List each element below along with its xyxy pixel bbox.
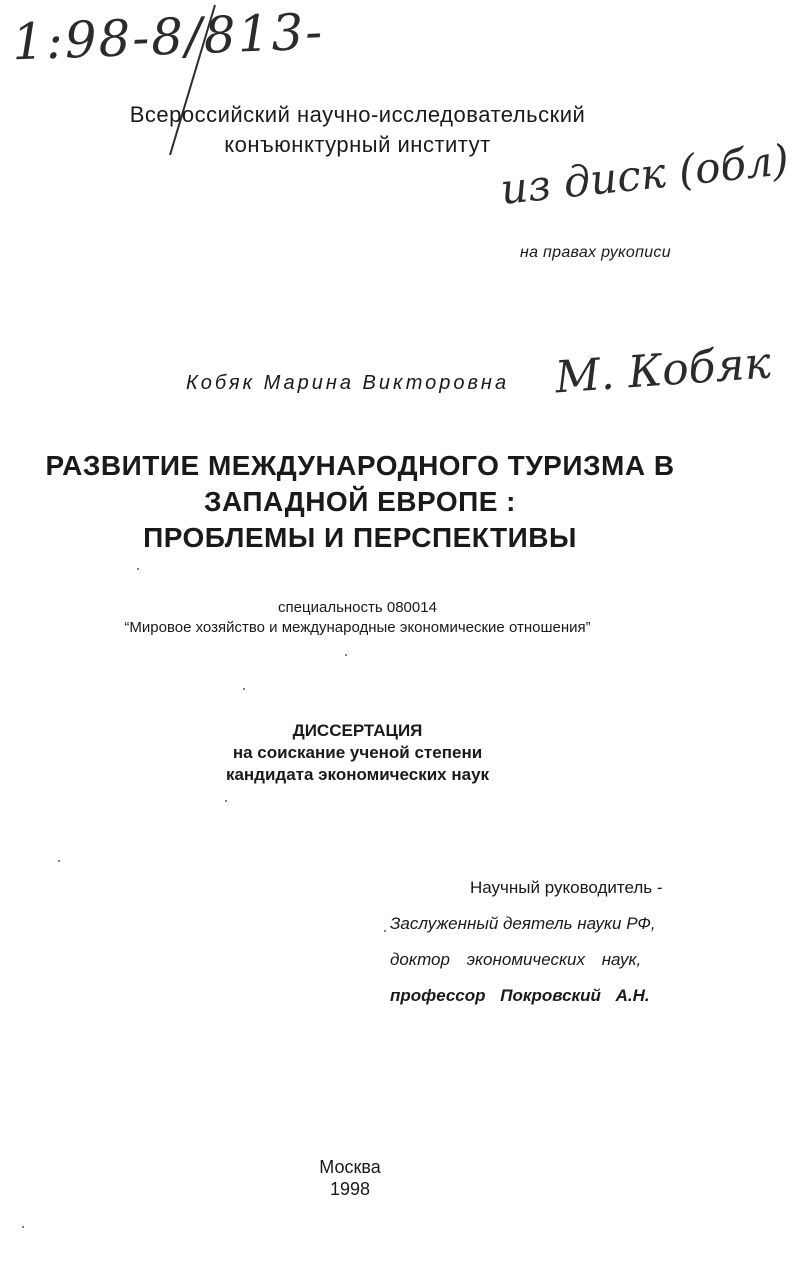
supervisor-title: Заслуженный деятель науки РФ,: [390, 914, 656, 933]
manuscript-note: на правах рукописи: [520, 244, 671, 261]
handwritten-annotation: из диск (обл): [498, 135, 792, 214]
year: 1998: [329, 1179, 371, 1199]
city: Москва: [319, 1157, 381, 1177]
supervisor-heading: Научный руководитель -: [470, 878, 663, 897]
degree-block: [0, 720, 715, 786]
institute-line-2: конъюнктурный институт: [224, 132, 491, 157]
title-line-1: РАЗВИТИЕ МЕЖДУНАРОДНОГО ТУРИЗМА В: [45, 450, 675, 481]
author-name: Кобяк Марина Викторовна: [186, 372, 510, 394]
scan-speck: [58, 860, 60, 862]
scan-speck: [384, 930, 386, 932]
scan-speck: [22, 1226, 24, 1228]
institute-line-1: Всероссийский научно-исследовательский: [129, 102, 586, 127]
degree-line-2: на соискание ученой степени: [232, 743, 483, 762]
dissertation-title: [40, 448, 680, 556]
title-line-2: ЗАПАДНОЙ ЕВРОПЕ :: [203, 486, 516, 517]
scan-speck: [225, 800, 227, 802]
scan-speck: [345, 654, 347, 656]
specialty-name: “Мировое хозяйство и международные экономические отношения”: [124, 619, 591, 636]
institute-name: [0, 100, 715, 160]
specialty-code: специальность 080014: [278, 599, 437, 616]
degree-line-1: ДИССЕРТАЦИЯ: [292, 721, 423, 740]
supervisor-degree: доктор экономических наук,: [390, 950, 642, 969]
supervisor-block: [390, 870, 663, 1014]
supervisor-name: профессор Покровский А.Н.: [390, 986, 650, 1005]
title-line-3: ПРОБЛЕМЫ И ПЕРСПЕКТИВЫ: [143, 522, 577, 553]
scan-speck: [137, 568, 139, 570]
city-year: [0, 1156, 700, 1200]
scan-speck: [243, 688, 245, 690]
specialty-block: [0, 598, 715, 638]
degree-line-3: кандидата экономических наук: [225, 765, 490, 784]
handwritten-archive-number: 1:98-8/813-: [11, 2, 326, 72]
author-signature: М. Кобяк: [553, 337, 773, 404]
